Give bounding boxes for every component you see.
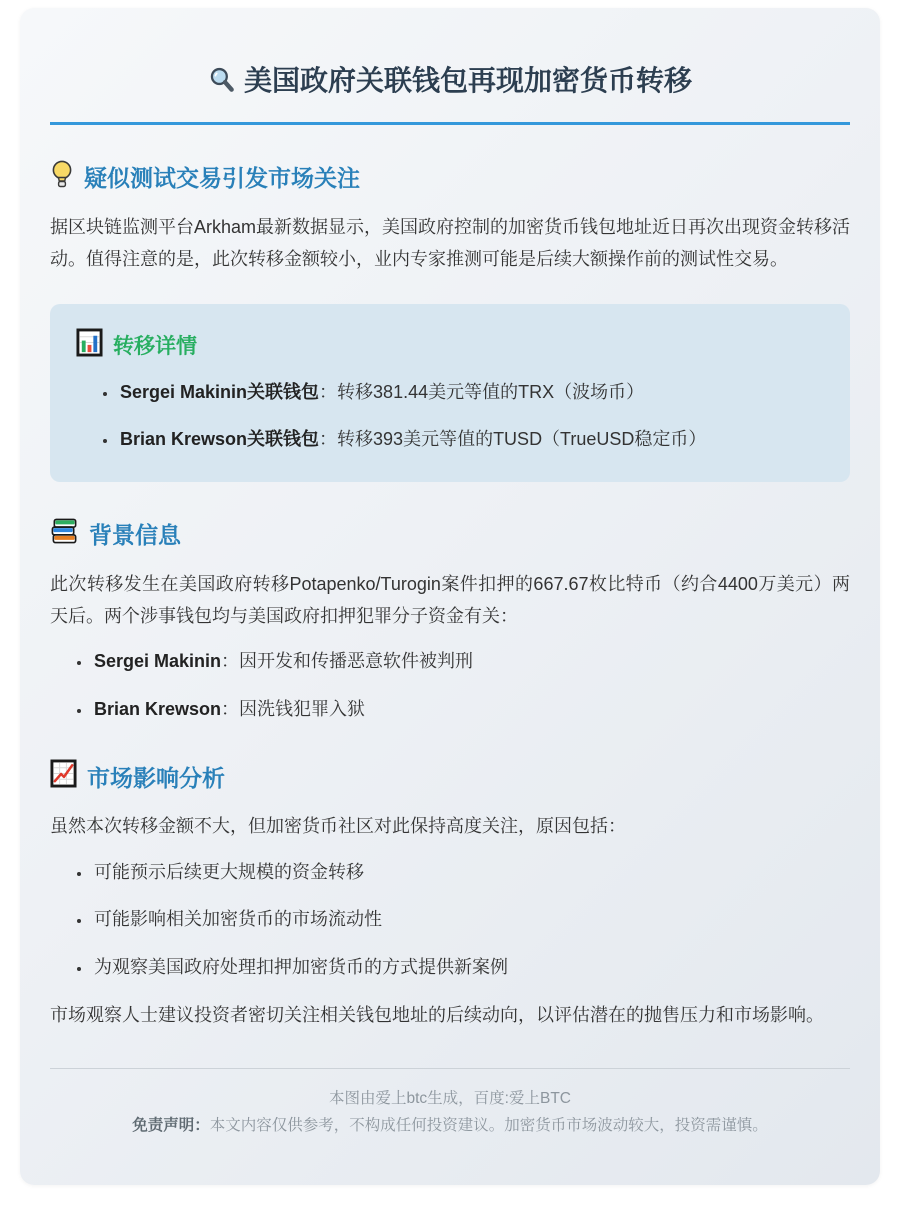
background-heading-text: 背景信息: [89, 522, 181, 549]
impact-heading: [50, 759, 850, 794]
disclaimer-label: 免责声明：: [132, 1116, 210, 1134]
lightbulb-icon: [50, 159, 74, 195]
page-title-text: 美国政府关联钱包再现加密货币转移: [243, 65, 692, 96]
books-icon: [50, 516, 79, 552]
list-item: • 为观察美国政府处理扣押加密货币的方式提供新案例: [92, 952, 850, 984]
list-item: [118, 424, 824, 456]
background-paragraph: 此次转移发生在美国政府转移Potapenko/Turogin案件扣押的667.67枚比特币（约合4400万美元）两天后。两个涉事钱包均与美国政府扣押犯罪分子资金有关：: [50, 573, 850, 626]
list-item: [92, 694, 850, 726]
bar-chart-icon: [76, 328, 103, 363]
list-item: [118, 377, 824, 409]
section-attention: [50, 159, 850, 482]
credit-line: 本图由爱上btc生成，百度:爱上BTC: [329, 1089, 571, 1107]
background-heading: [50, 516, 850, 552]
details-heading: [76, 328, 824, 363]
attention-heading: [50, 159, 850, 195]
page-title: [50, 62, 850, 125]
person-name: Brian Krewson: [94, 698, 222, 719]
disclaimer-text: 本文内容仅供参考，不构成任何投资建议。加密货币市场波动较大，投资需谨慎。: [209, 1116, 768, 1134]
impact-heading-text: 市场影响分析: [87, 765, 225, 792]
person-detail: ：因开发和传播恶意软件被判刑: [221, 651, 474, 672]
wallet-name: Sergei Makinin关联钱包: [120, 381, 320, 402]
impact-closing-paragraph: 市场观察人士建议投资者密切关注相关钱包地址的后续动向，以评估潜在的抛售压力和市场影响。: [50, 1005, 824, 1026]
list-item: [92, 646, 850, 678]
chart-increasing-icon: [50, 759, 77, 794]
details-list: [76, 377, 824, 456]
magnifying-glass-icon: [208, 66, 236, 104]
attention-paragraph: 据区块链监测平台Arkham最新数据显示，美国政府控制的加密货币钱包地址近日再次出现资金转移活动。值得注意的是，此次转移金额较小，业内专家推测可能是后续大额操作前的测试性交易。: [50, 216, 851, 270]
attention-heading-text: 疑似测试交易引发市场关注: [84, 165, 360, 192]
list-item: • 可能预示后续更大规模的资金转移: [92, 857, 850, 889]
wallet-detail: ：转移393美元等值的TUSD（TrueUSD稳定币）: [319, 429, 707, 450]
wallet-detail: ：转移381.44美元等值的TRX（波场币）: [319, 381, 645, 402]
person-detail: ：因洗钱犯罪入狱: [221, 698, 366, 719]
page-footer: [50, 1068, 850, 1139]
person-name: Sergei Makinin: [94, 651, 222, 672]
wallet-name: Brian Krewson关联钱包: [120, 429, 320, 450]
impact-list: [50, 857, 850, 984]
section-impact: [50, 759, 850, 1031]
disclaimer-line: [50, 1112, 850, 1139]
article-card: [20, 8, 880, 1185]
details-heading-text: 转移详情: [113, 335, 197, 359]
section-background: [50, 516, 850, 726]
background-list: [50, 646, 850, 725]
list-item: • 可能影响相关加密货币的市场流动性: [92, 904, 850, 936]
impact-paragraph: 虽然本次转移金额不大，但加密货币社区对此保持高度关注，原因包括：: [50, 816, 626, 837]
transfer-details-box: [50, 304, 850, 482]
